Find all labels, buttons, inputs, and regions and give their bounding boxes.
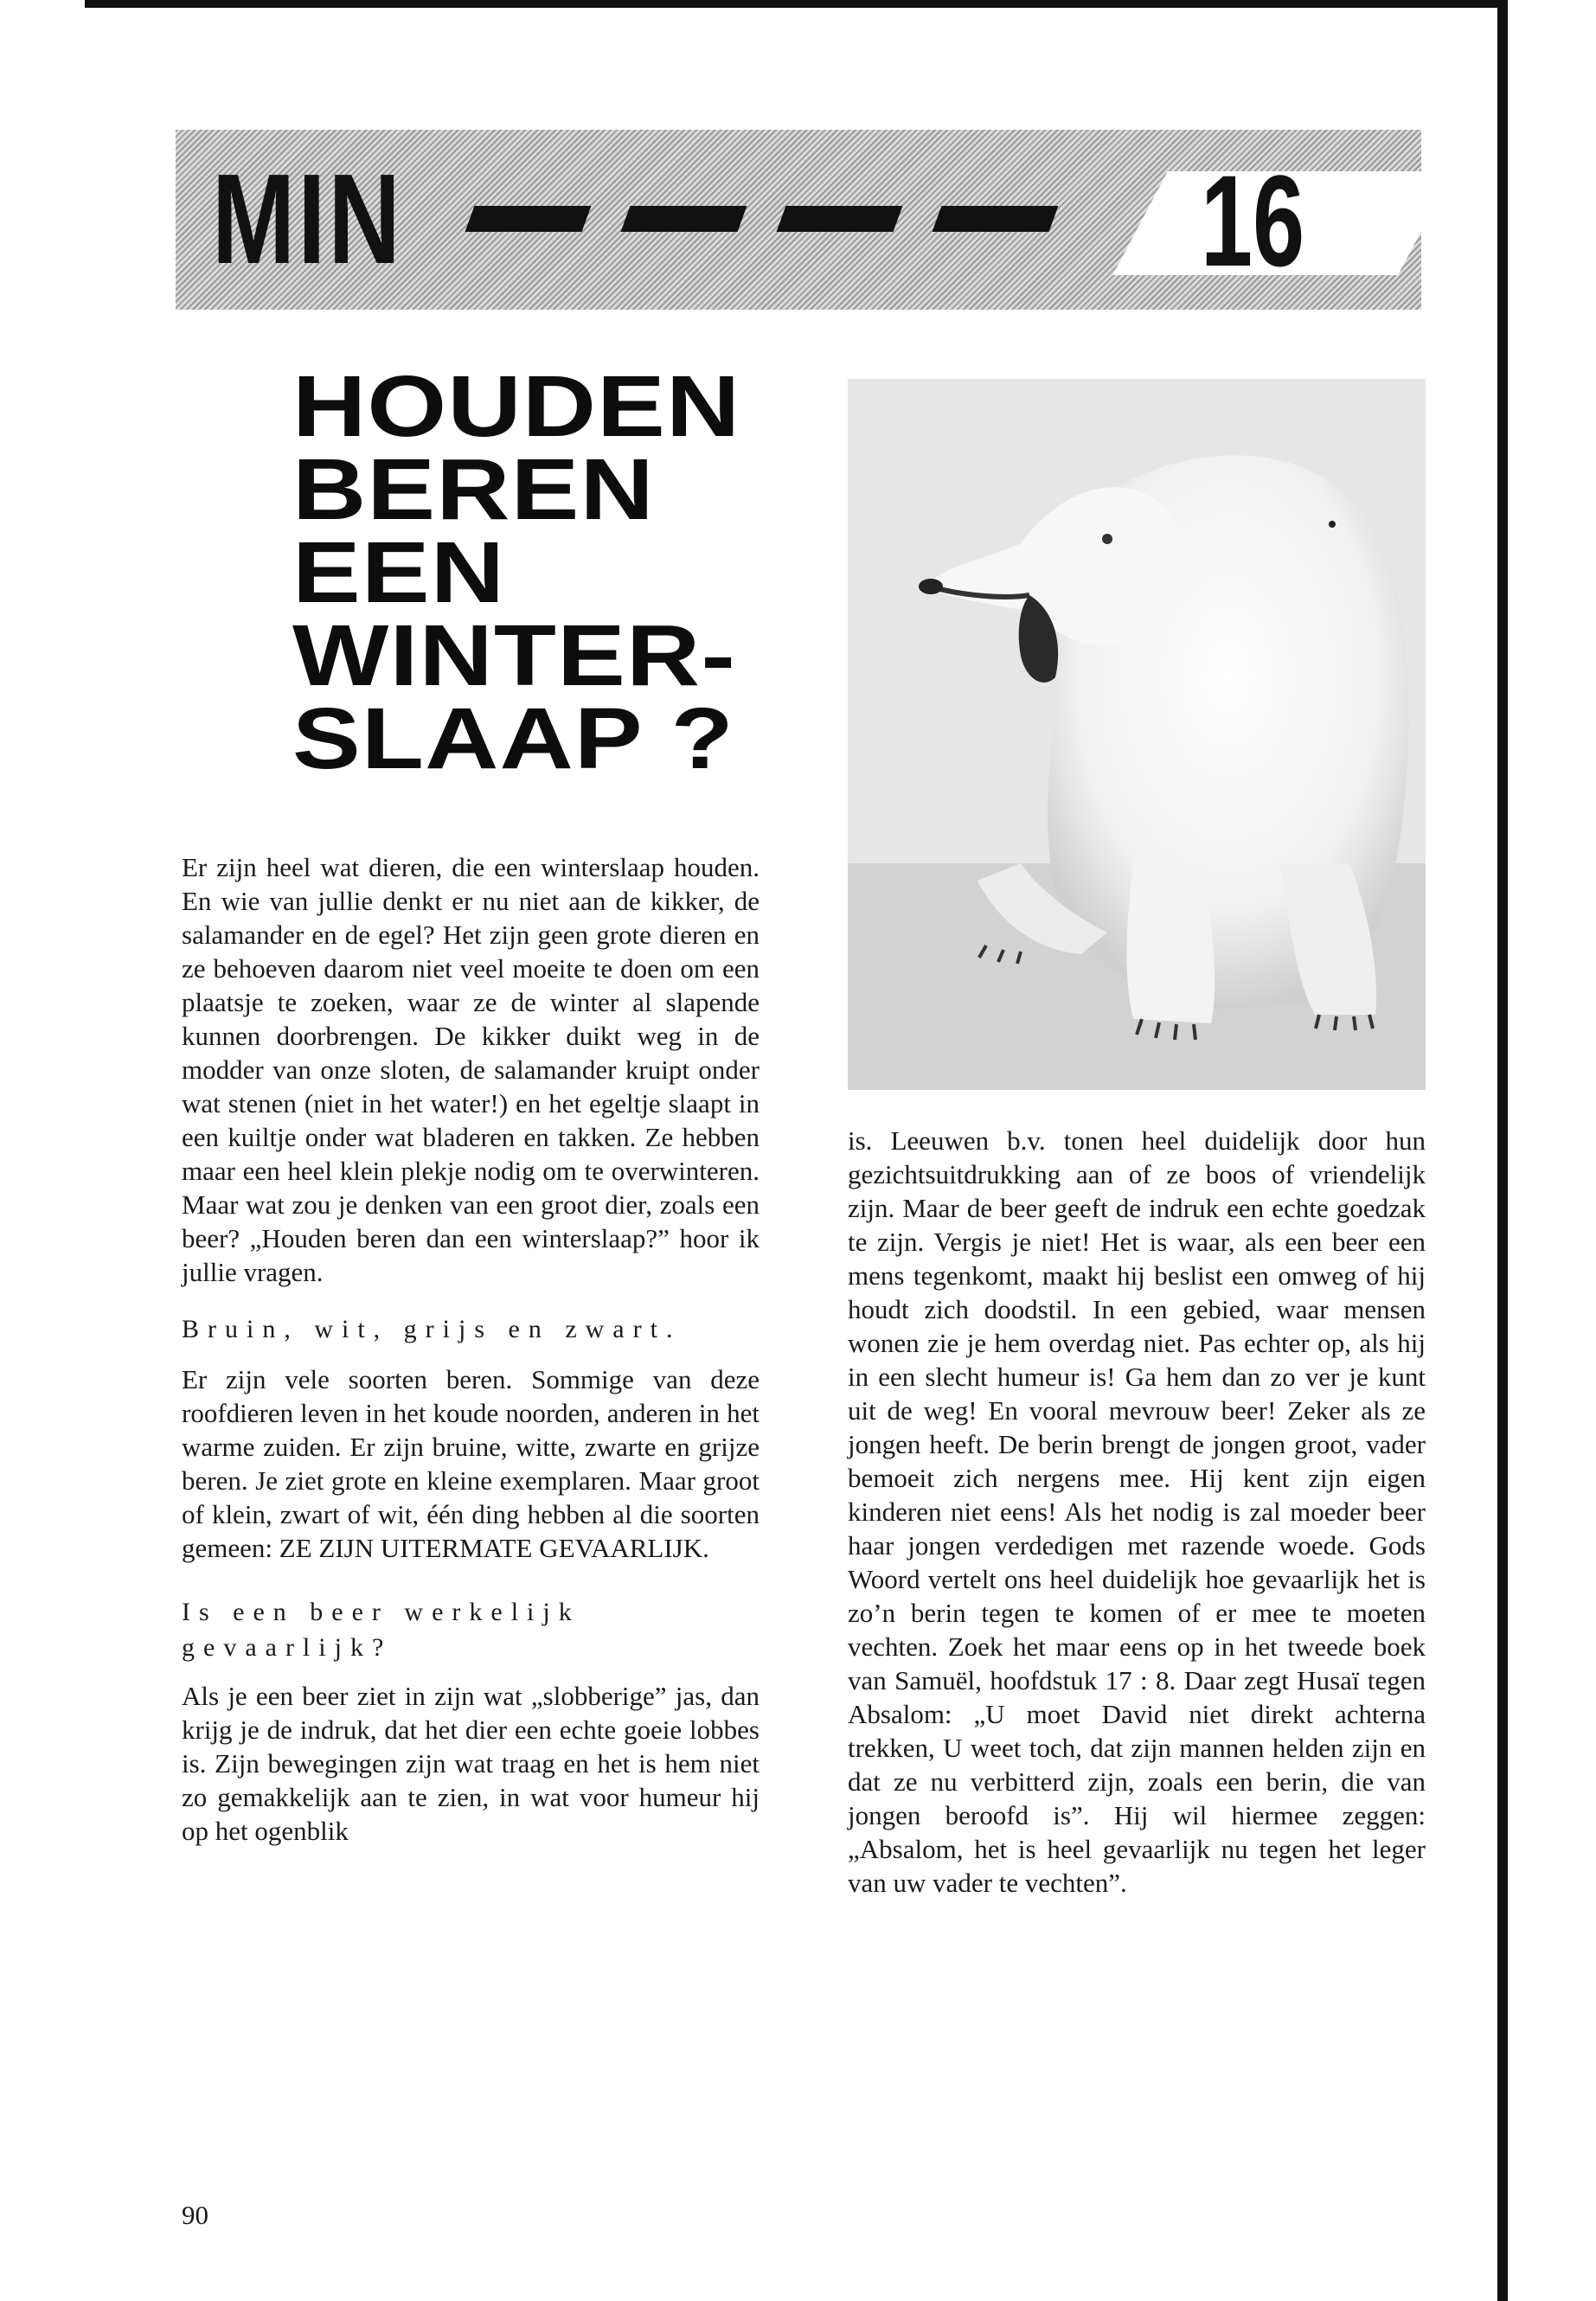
banner-dash bbox=[621, 206, 747, 232]
body-paragraph: is. Leeuwen b.v. tonen heel duidelijk door hun gezichtsuitdrukking aan of ze boos of vriendelijk zijn. Maar de beer geeft de indruk een echte goedzak te zijn. Vergis je niet! Het is waar, als een beer een mens tegenkomt, maakt hij beslist een omweg of hij houdt zich doodstil. In een gebied, waar mensen wonen zie je hem overdag niet. Pas echter op, als hij in een slecht humeur is! Ga hem dan zo ver je kunt uit de weg! En vooral mevrouw beer! Zeker als ze jongen heeft. De berin brengt de jongen groot, vader bemoeit zich nergens mee. Hij kent zijn eigen kinderen niet eens! Als het nodig is zal moeder beer haar jongen verdedigen met razende woede. Gods Woord vertelt ons heel duidelijk hoe gevaarlijk het is zo’n berin tegen te komen of er mee te moeten vechten. Zoek het maar eens op in het tweede boek van Samuël, hoofdstuk 17 : 8. Daar zegt Husaï tegen Absalom: „U moet David niet direkt achterna trekken, U weet toch, dat zijn mannen helden zijn en dat ze nu verbitterd zijn, zoals een berin, die van jongen beroofd is”. Hij wil hiermee zeggen: „Absalom, het is heel gevaarlijk nu tegen het leger van uw vader te vechten”. bbox=[848, 1125, 1426, 1898]
section-heading: Bruin, wit, grijs en zwart. bbox=[182, 1315, 682, 1343]
banner-dash bbox=[777, 206, 903, 232]
title-line: HOUDEN bbox=[292, 358, 741, 455]
banner-section-number: 16 bbox=[1201, 148, 1305, 293]
page-number: 90 bbox=[182, 2200, 208, 2230]
section-heading: Is een beer werkelijk gevaarlijk? bbox=[182, 1598, 580, 1662]
title-line: WINTER- bbox=[292, 607, 736, 704]
polar-bear-photo bbox=[848, 379, 1426, 1090]
title-line: SLAAP ? bbox=[292, 690, 734, 787]
banner-dash bbox=[933, 206, 1059, 232]
top-border-rule bbox=[85, 0, 1508, 8]
right-border-rule bbox=[1497, 0, 1508, 2301]
title-line: EEN bbox=[292, 524, 506, 621]
article-title bbox=[292, 358, 785, 787]
banner-dash bbox=[465, 206, 592, 232]
body-paragraph: Als je een beer ziet in zijn wat „slobberige” jas, dan krijg je de indruk, dat het dier een echte goeie lobbes is. Zijn bewegingen zijn wat traag en het is hem niet zo gemakkelijk aan te zien, in wat voor humeur hij op het ogenblik bbox=[182, 1681, 760, 1846]
article-column-right bbox=[848, 1124, 1426, 1900]
banner-section-word: MIN bbox=[212, 148, 403, 291]
intro-paragraph: Er zijn heel wat dieren, die een winterslaap houden. En wie van jullie denkt er nu niet aan de kikker, de salamander en de egel? Het zijn geen grote dieren en ze behoeven daarom niet veel moeite te doen om een plaatsje te zoeken, waar ze de winter al slapende kunnen doorbrengen. De kikker duikt weg in de modder van onze sloten, de salamander kruipt onder wat stenen (niet in het water!) en het egeltje slaapt in een kuiltje onder wat bladeren en takken. Ze hebben maar een heel klein plekje nodig om te overwinteren. Maar wat zou je denken van een groot dier, zoals een beer? „Houden beren dan een winterslaap?” hoor ik jullie vragen. bbox=[182, 852, 760, 1287]
section-banner bbox=[176, 130, 1421, 310]
polar-bear-illustration bbox=[848, 379, 1426, 1090]
title-line: BEREN bbox=[292, 441, 655, 538]
body-paragraph: Er zijn vele soorten beren. Sommige van deze roofdieren leven in het koude noorden, anderen in het warme zuiden. Er zijn bruine, witte, zwarte en grijze beren. Je ziet grote en kleine exemplaren. Maar groot of klein, zwart of wit, één ding hebben al die soorten gemeen: ZE ZIJN UITERMATE GEVAARLIJK. bbox=[182, 1364, 760, 1563]
article-column-left bbox=[182, 850, 760, 1848]
